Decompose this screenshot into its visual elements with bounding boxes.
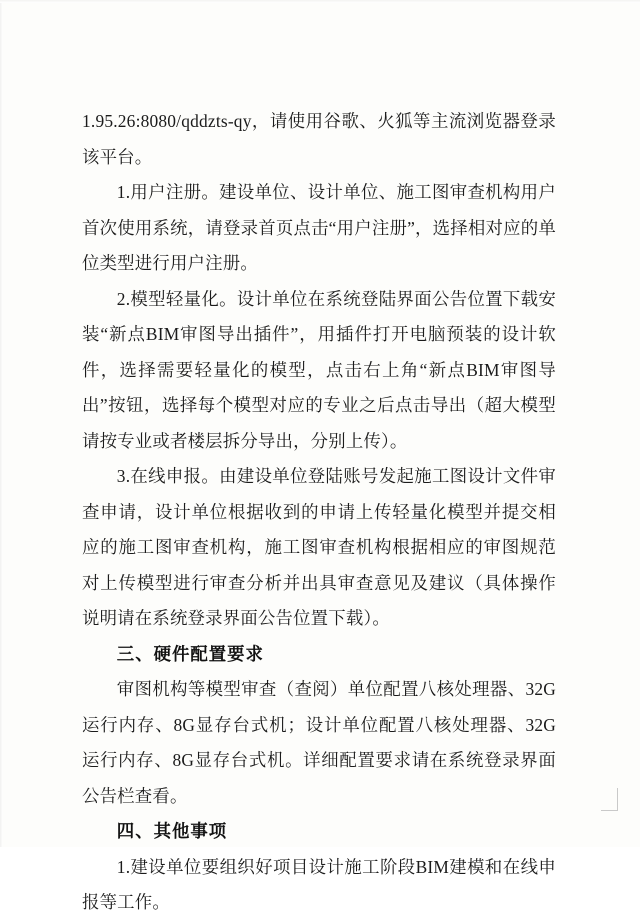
document-body xyxy=(82,104,556,921)
heading-other-matters: 四、其他事项 xyxy=(116,821,228,841)
paragraph-hardware-details: 审图机构等模型审查（查阅）单位配置八核处理器、32G运行内存、8G显存台式机；设计单位配置八核处理器、32G运行内存、8G显存台式机。详细配置要求请在系统登录界面公告栏查看。 xyxy=(82,679,556,806)
paragraph-user-registration: 1.用户注册。建设单位、设计单位、施工图审查机构用户首次使用系统，请登录首页点击“用户注册”，选择相对应的单位类型进行用户注册。 xyxy=(82,182,556,273)
paragraph-url-line: 1.95.26:8080/qddzts-qy，请使用谷歌、火狐等主流浏览器登录该平台。 xyxy=(82,111,556,167)
paragraph-model-lightweight: 2.模型轻量化。设计单位在系统登陆界面公告位置下载安装“新点BIM审图导出插件”，用插件打开电脑预装的设计软件，选择需要轻量化的模型，点击右上角“新点BIM审图导出”按钮，选择每个模型对应的专业之后点击导出（超大模型请按专业或者楼层拆分导出，分别上传）。 xyxy=(82,288,556,451)
page-left-edge-shadow xyxy=(0,0,3,847)
heading-hardware-requirements: 三、硬件配置要求 xyxy=(116,643,264,664)
page-corner-mark xyxy=(601,788,618,811)
paragraph-online-application: 3.在线申报。由建设单位登陆账号发起施工图设计文件审查申请，设计单位根据收到的申请上传轻量化模型并提交相应的施工图审查机构，施工图审查机构根据相应的审图规范对上传模型进行审查分析并出具审查意见及建议（具体操作说明请在系统登录界面公告位置下载）。 xyxy=(82,466,556,628)
page-top-edge-shadow xyxy=(0,0,640,3)
paragraph-other-matters-item-1: 1.建设单位要组织好项目设计施工阶段BIM建模和在线申报等工作。 xyxy=(82,856,556,912)
